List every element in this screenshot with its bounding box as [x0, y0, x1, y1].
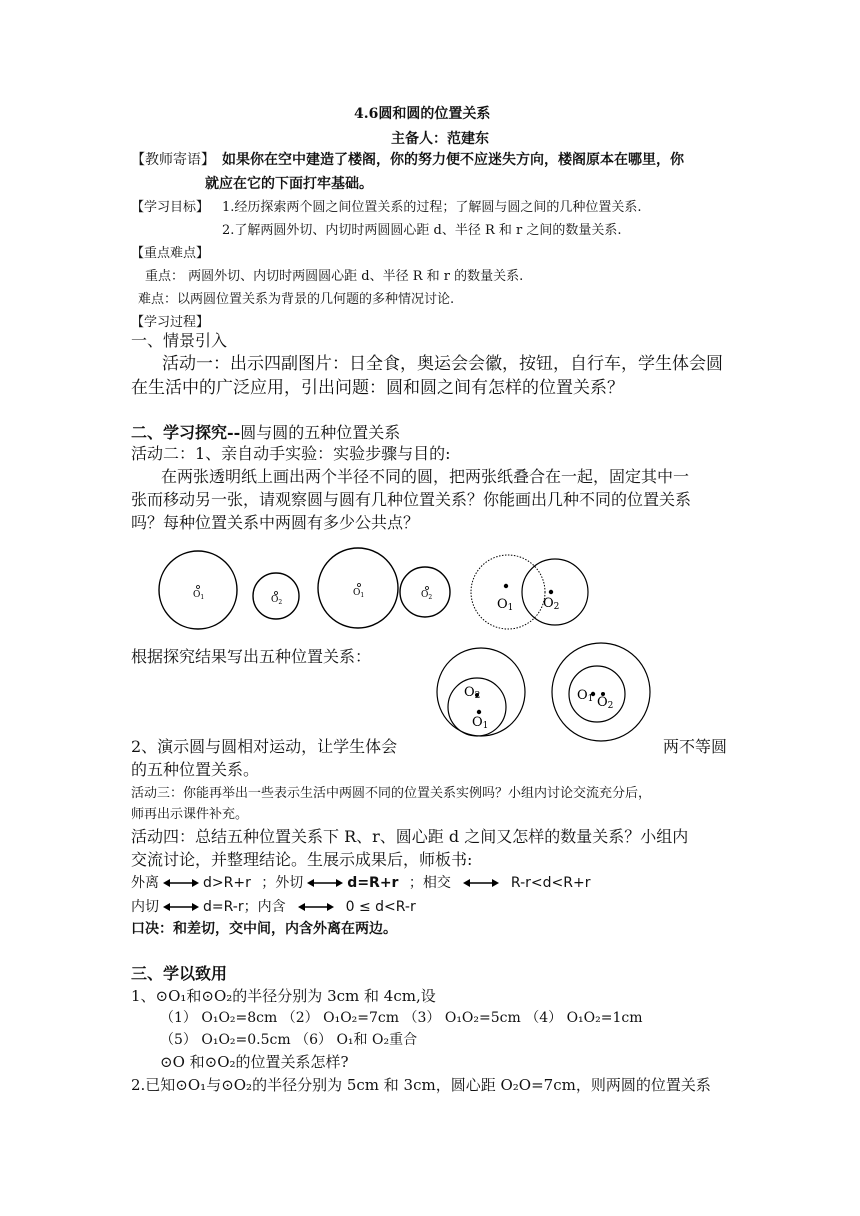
center-label-o2: $O_2$	[271, 595, 283, 606]
question-1-items-b: （5） O₁O₂=0.5cm （6） O₁和 O₂重合	[160, 1032, 418, 1048]
mnemonic: 口决：和差切，交中间，内含外离在两边。	[131, 921, 397, 937]
center-label-o1: O1	[577, 688, 594, 704]
motto-label: 【教师寄语】	[131, 152, 215, 168]
activity-2-line-2: 在两张透明纸上画出两个半径不同的圆，把两张纸叠合在一起，固定其中一	[161, 467, 690, 486]
circle-position-figures-row2	[430, 640, 660, 750]
separate-circles-figure	[159, 551, 299, 629]
center-label-o2: O2	[464, 685, 481, 701]
process-label: 【学习过程】	[131, 315, 210, 330]
page-title: 4.6圆和圆的位置关系	[354, 106, 491, 122]
external-tangent-circles-figure	[318, 548, 450, 628]
relation-line-2	[131, 900, 416, 914]
section-3-title: 三、学以致用	[131, 964, 228, 983]
double-arrow-icon	[307, 878, 343, 888]
contain-condition: 0 ≤ d<R-r	[345, 899, 416, 915]
center-label-o2: O2	[543, 596, 560, 612]
outside-condition: d>R+r	[203, 875, 251, 891]
section-1-title: 一、情景引入	[131, 331, 228, 350]
hard-point: 难点：以两圆位置关系为背景的几何题的多种情况讨论.	[138, 292, 455, 307]
double-arrow-icon	[163, 878, 199, 888]
activity-3-line-1: 活动三：你能再举出一些表示生活中两圆不同的位置关系实例吗？小组内讨论交流充分后，	[131, 786, 652, 801]
internal-tangent-circles-figure	[437, 648, 525, 736]
intersect-label: ；相交	[408, 875, 451, 891]
motto-line-1: 如果你在空中建造了楼阁，你的努力便不应迷失方向，楼阁原本在哪里，你	[222, 152, 684, 168]
key-point: 重点： 两圆外切、内切时两圆圆心距 d、半径 R 和 r 的数量关系.	[145, 269, 524, 284]
preparer: 主备人：范建东	[391, 131, 489, 147]
key-label: 【重点难点】	[131, 246, 210, 261]
internal-tangent-label: 内切	[131, 899, 159, 915]
write-five-relations: 根据探究结果写出五种位置关系：	[131, 647, 372, 666]
relation-line-1	[131, 876, 590, 890]
goal-2: 2.了解两圆外切、内切时两圆圆心距 d、半径 R 和 r 之间的数量关系.	[222, 223, 622, 238]
intersect-condition: R-r<d<R+r	[510, 875, 591, 891]
section-2-title-rest: 圆与圆的五种位置关系	[240, 423, 401, 442]
center-label-o1: $O_1$	[353, 588, 365, 599]
activity-1-line-1: 活动一：出示四副图片：日全食，奥运会会徽，按钮，自行车，学生体会圆	[162, 354, 723, 374]
center-label-o2: $O_2$	[421, 590, 433, 601]
activity-1-line-2: 在生活中的广泛应用，引出问题：圆和圆之间有怎样的位置关系？	[131, 378, 624, 398]
question-2-line: 2.已知⊙O₁与⊙O₂的半径分别为 5cm 和 3cm，圆心距 O₂O=7cm，则两圆的位置关系	[131, 1076, 711, 1094]
center-label-o1: O1	[497, 597, 514, 613]
question-1-ask: ⊙O 和⊙O₂的位置关系怎样?	[160, 1053, 349, 1071]
internal-tangent-condition: d=R-r	[203, 899, 244, 915]
double-arrow-icon	[163, 902, 199, 912]
double-arrow-icon	[298, 902, 334, 912]
external-tangent-condition: d=R+r	[347, 875, 399, 891]
external-tangent-label: ；外切	[261, 875, 304, 891]
question-1-items-a: （1） O₁O₂=8cm （2） O₁O₂=7cm （3） O₁O₂=5cm （4） O₁O₂=1cm	[160, 1010, 643, 1026]
demo-line-1a: 2、演示圆与圆相对运动，让学生体会	[131, 737, 398, 756]
contain-label: ；内含	[243, 899, 286, 915]
demo-line-2: 的五种位置关系。	[131, 760, 260, 779]
contained-circles-figure	[552, 643, 650, 741]
goals-label: 【学习目标】	[131, 200, 210, 215]
activity-2-line-4: 吗？每种位置关系中两圆有多少公共点？	[131, 513, 420, 532]
activity-3-line-2: 师再出示课件补充。	[131, 807, 249, 822]
outside-label: 外离	[131, 875, 159, 891]
center-label-o2: O2	[597, 695, 614, 711]
circle-position-figures-row1	[150, 540, 750, 650]
double-arrow-icon	[463, 878, 499, 888]
activity-4-line-2: 交流讨论，并整理结论。生展示成果后，师板书:	[131, 850, 473, 869]
intersecting-circles-figure	[471, 555, 588, 629]
center-label-o1: $O_1$	[193, 590, 205, 601]
section-2-title-bold: 二、学习探究--	[131, 423, 241, 442]
question-1-line: 1、⊙O₁和⊙O₂的半径分别为 3cm 和 4cm,设	[131, 987, 436, 1005]
motto-line-2: 就应在它的下面打牢基础。	[205, 176, 373, 192]
center-label-o1: O1	[472, 715, 489, 731]
activity-4-line-1: 活动四：总结五种位置关系下 R、r、圆心距 d 之间又怎样的数量关系？小组内	[131, 827, 689, 846]
section-2-title	[131, 425, 400, 441]
activity-2-line-3: 张而移动另一张，请观察圆与圆有几种位置关系？你能画出几种不同的位置关系	[131, 490, 692, 509]
goal-1: 1.经历探索两个圆之间位置关系的过程；了解圆与圆之间的几种位置关系.	[222, 200, 642, 215]
activity-2-line-1: 活动二：1、亲自动手实验：实验步骤与目的:	[131, 444, 451, 463]
demo-line-1b: 两不等圆	[663, 737, 728, 756]
